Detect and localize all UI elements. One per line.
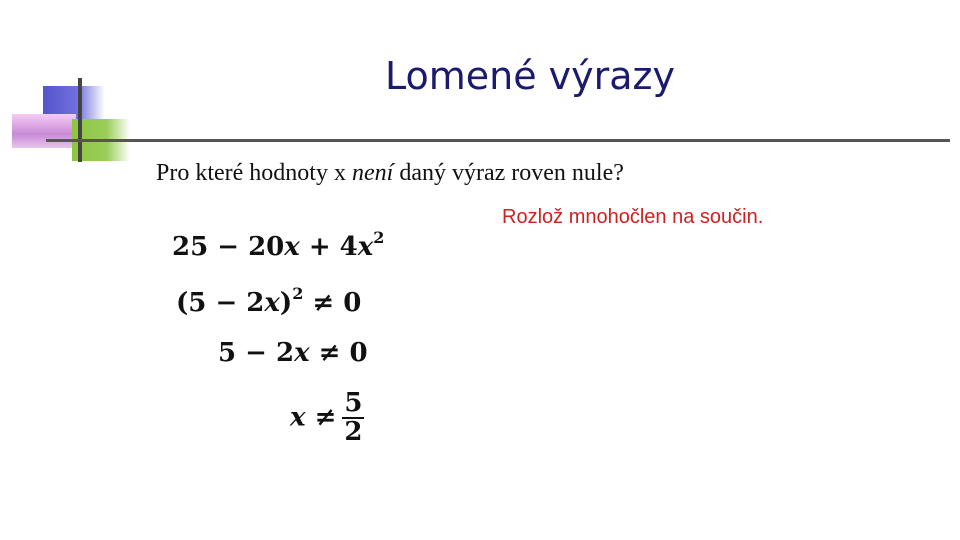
hint-text: Rozlož mnohočlen na součin. — [502, 206, 764, 228]
eq2-close: ) — [279, 288, 293, 318]
eq4-neq: ≠ — [305, 402, 337, 433]
question-emphasis: není — [351, 160, 394, 186]
math-expression-3 — [218, 338, 368, 368]
eq1-var-1: x — [284, 232, 300, 262]
eq4-var: x — [290, 402, 306, 433]
math-expression-4 — [290, 390, 364, 447]
decorative-pink-square — [12, 114, 76, 148]
title-divider-line — [46, 139, 950, 142]
eq3-var: x — [294, 338, 310, 368]
math-expression-1 — [172, 228, 385, 262]
eq3-rest: ≠ 0 — [309, 338, 368, 368]
decorative-vertical-line — [78, 78, 82, 162]
eq3-part-a: 5 − 2 — [218, 338, 295, 368]
math-expression-2 — [176, 284, 362, 318]
eq2-var: x — [264, 288, 280, 318]
fraction-denominator: 2 — [344, 417, 363, 448]
eq1-var-2: x — [357, 232, 374, 262]
question-part-1: Pro které hodnoty x — [156, 160, 352, 186]
eq2-rest: ≠ 0 — [303, 288, 362, 318]
eq1-part-a: 25 − 20 — [172, 232, 285, 262]
eq1-part-b: + 4 — [299, 232, 358, 262]
eq1-exponent: 2 — [373, 228, 385, 247]
question-part-2: daný výraz roven nule? — [393, 160, 624, 186]
fraction — [342, 390, 364, 447]
eq2-exponent: 2 — [292, 284, 304, 303]
question-text — [156, 160, 624, 187]
slide-title: Lomené výrazy — [384, 54, 675, 98]
fraction-numerator: 5 — [344, 388, 363, 418]
eq2-open: (5 − 2 — [176, 288, 265, 318]
